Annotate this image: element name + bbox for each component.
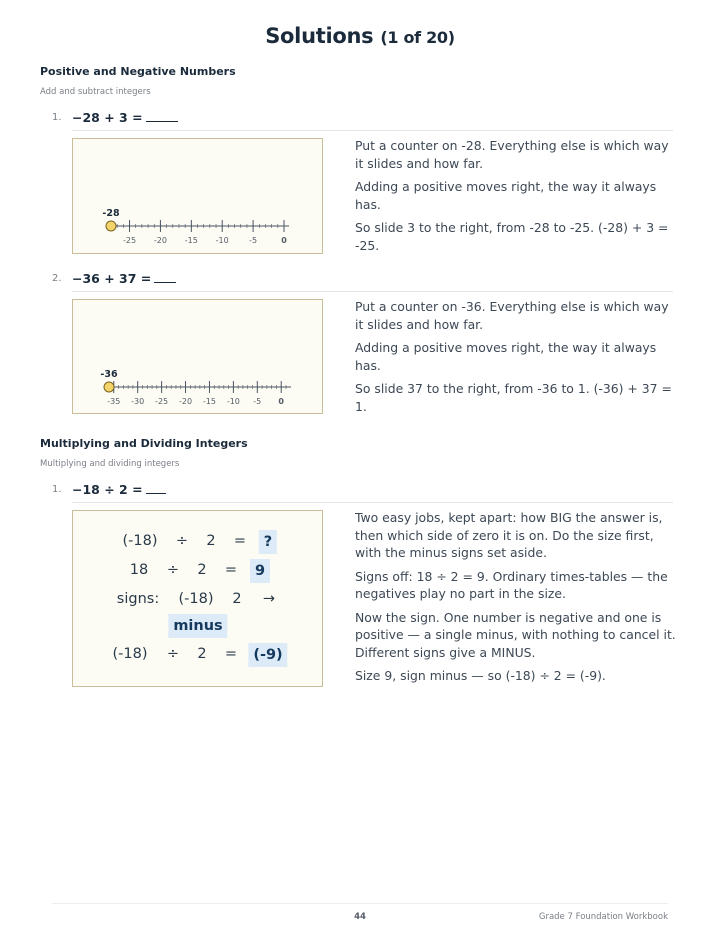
tick-label: -5	[253, 397, 262, 406]
counter-marker	[106, 221, 116, 231]
explanation-step: Put a counter on -36. Everything else is which way it slides and how far.	[355, 299, 669, 332]
counter-label: -28	[102, 208, 120, 219]
section-title: Multiplying and Dividing Integers	[40, 437, 248, 450]
page-title-main: Solutions	[265, 24, 374, 48]
tick-label: -25	[155, 397, 169, 406]
tick-label: 0	[278, 397, 285, 406]
explanation-step: Adding a positive moves right, the way it always has.	[355, 179, 657, 212]
footer-divider	[52, 903, 668, 904]
step-term: (-18)	[112, 646, 148, 662]
problem-1	[52, 110, 672, 130]
problem-2	[52, 271, 672, 291]
number-line	[73, 300, 322, 413]
page-title-sub: (1 of 20)	[380, 28, 455, 47]
tick-label: -30	[131, 397, 145, 406]
explanation-step: Put a counter on -28. Everything else is which way it slides and how far.	[355, 138, 669, 171]
number-line-figure	[72, 138, 323, 254]
step-row	[73, 559, 322, 583]
step-row	[73, 614, 322, 638]
step-sign-highlight: minus	[168, 614, 227, 638]
explanation	[355, 298, 677, 421]
problem-expression: −18 ÷ 2 =	[72, 482, 166, 497]
counter-label: -36	[100, 369, 118, 380]
explanation-step: Now the sign. One number is negative and one is positive — a single minus, with nothing to cancel it. Different signs give a MINUS.	[355, 609, 676, 660]
step-row	[73, 530, 322, 554]
tick-label: -25	[122, 236, 137, 245]
explanation-step: Signs off: 18 ÷ 2 = 9. Ordinary times-tables — the negatives play no part in the size.	[355, 568, 668, 601]
problem-number: 1.	[52, 484, 62, 495]
problem-number: 1.	[52, 112, 62, 123]
explanation-step: Two easy jobs, kept apart: how BIG the answer is, then which side of zero it is on. Do the size first, with the minus signs set aside.	[355, 510, 663, 560]
tick-label: -15	[184, 236, 198, 245]
tick-label: -20	[179, 397, 193, 406]
step-result-highlight: ?	[259, 530, 277, 554]
answer-blank	[146, 121, 178, 122]
answer-blank	[154, 282, 176, 283]
page-title	[0, 24, 720, 48]
tick-label: -10	[215, 236, 229, 245]
step-operator: =	[224, 562, 238, 578]
step-row	[73, 643, 322, 667]
number-line	[73, 139, 322, 253]
step-row	[73, 588, 322, 612]
tick-label: -5	[249, 236, 258, 245]
arrow-icon: →	[262, 591, 276, 607]
problem-expression: −36 + 37 =	[72, 271, 176, 286]
section-subtitle: Multiplying and dividing integers	[40, 459, 180, 469]
step-term: 2	[197, 562, 207, 578]
counter-marker	[104, 382, 114, 392]
step-label: signs:	[116, 591, 160, 607]
worked-steps-figure	[72, 510, 323, 687]
step-operator: ÷	[175, 533, 189, 549]
divider	[72, 130, 673, 131]
step-term: 2	[206, 533, 216, 549]
step-term: (-18)	[122, 533, 158, 549]
divider	[72, 291, 673, 292]
step-term: 18	[129, 562, 149, 578]
step-result-highlight: 9	[250, 559, 270, 583]
answer-blank	[146, 493, 166, 494]
explanation-step: So slide 37 to the right, from -36 to 1. (-36) + 37 = 1.	[355, 381, 672, 414]
explanation-step: So slide 3 to the right, from -28 to -25. (-28) + 3 = -25.	[355, 220, 669, 253]
explanation-step: Size 9, sign minus — so (-18) ÷ 2 = (-9).	[355, 668, 606, 683]
tick-label: -35	[107, 397, 121, 406]
step-operator: ÷	[166, 562, 180, 578]
step-operator: =	[224, 646, 238, 662]
number-line-figure	[72, 299, 323, 414]
section-title: Positive and Negative Numbers	[40, 65, 236, 78]
step-term: 2	[197, 646, 207, 662]
section-subtitle: Add and subtract integers	[40, 87, 151, 97]
divider	[72, 502, 673, 503]
tick-label: -15	[202, 397, 216, 406]
explanation	[355, 137, 677, 260]
problem-number: 2.	[52, 273, 62, 284]
explanation	[355, 509, 677, 691]
step-term: 2	[232, 591, 242, 607]
explanation-step: Adding a positive moves right, the way it always has.	[355, 340, 657, 373]
problem-3	[52, 482, 672, 502]
book-title: Grade 7 Foundation Workbook	[538, 912, 668, 922]
step-operator: ÷	[166, 646, 180, 662]
tick-label: -10	[226, 397, 240, 406]
tick-label: -20	[153, 236, 167, 245]
step-answer-highlight: (-9)	[248, 643, 287, 667]
step-operator: =	[233, 533, 247, 549]
page-number: 44	[354, 912, 366, 922]
step-term: (-18)	[178, 591, 214, 607]
tick-label: 0	[281, 236, 287, 245]
problem-expression: −28 + 3 =	[72, 110, 178, 125]
